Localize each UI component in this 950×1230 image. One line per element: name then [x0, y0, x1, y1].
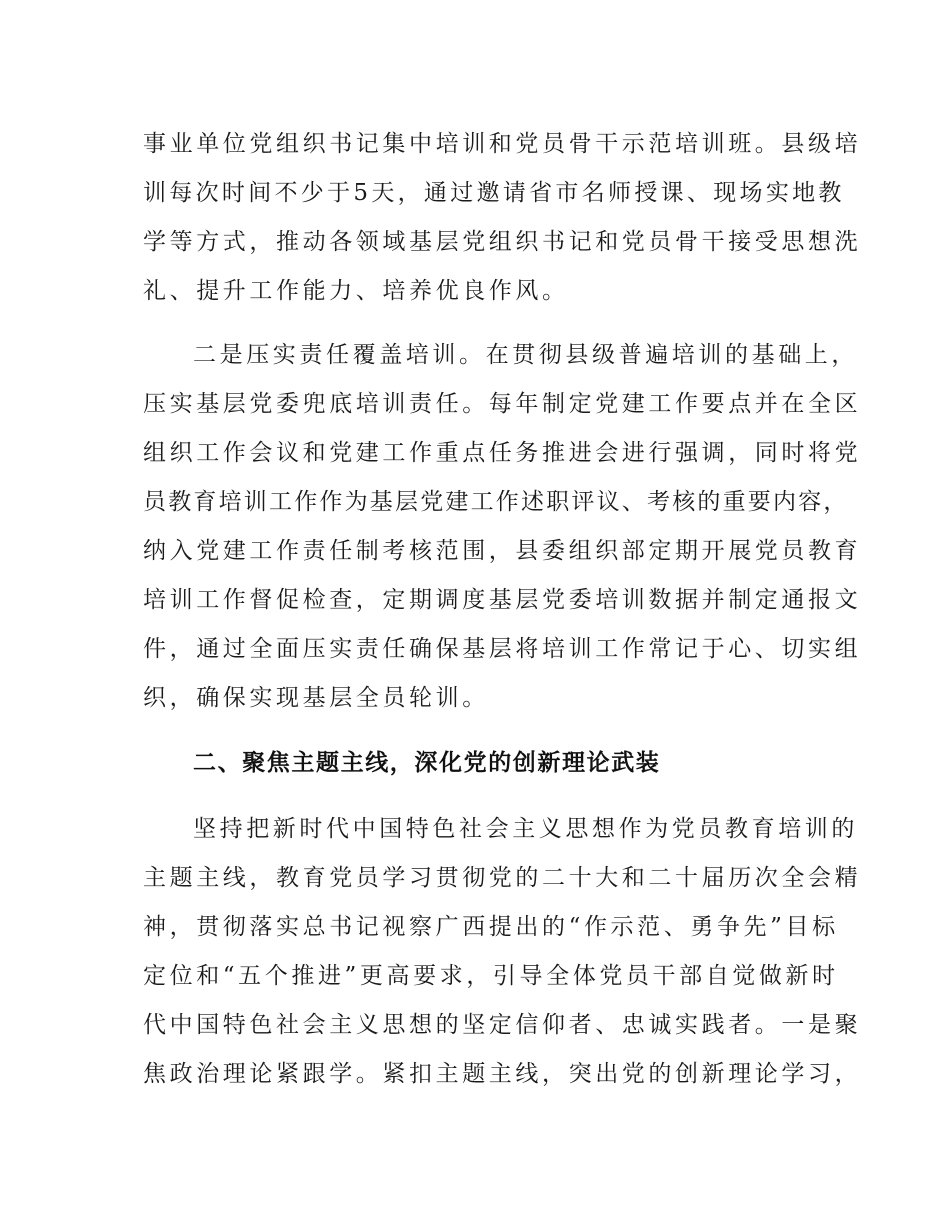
section-heading: 二、聚焦主题主线，深化党的创新理论武装 — [193, 750, 661, 776]
paragraph-line: 代中国特色社会主义思想的坚定信仰者、忠诚实践者。一是聚 — [143, 1012, 862, 1038]
paragraph-line: 学等方式，推动各领域基层党组织书记和党员骨干接受思想洗 — [143, 229, 862, 255]
paragraph-line: 纳入党建工作责任制考核范围，县委组织部定期开展党员教育 — [143, 538, 862, 564]
paragraph-first-line: 坚持把新时代中国特色社会主义思想作为党员教育培训的 — [193, 816, 858, 842]
paragraph-first-line: 二是压实责任覆盖培训。在贯彻县级普遍培训的基础上， — [193, 342, 858, 368]
paragraph-line: 织，确保实现基层全员轮训。 — [143, 685, 489, 711]
paragraph-line: 主题主线，教育党员学习贯彻党的二十大和二十届历次全会精 — [143, 865, 862, 891]
paragraph-line: 焦政治理论紧跟学。紧扣主题主线，突出党的创新理论学习， — [143, 1061, 862, 1087]
paragraph-line: 礼、提升工作能力、培养优良作风。 — [143, 278, 569, 304]
paragraph-line: 压实基层党委兜底培训责任。每年制定党建工作要点并在全区 — [143, 391, 862, 417]
paragraph-line: 件，通过全面压实责任确保基层将培训工作常记于心、切实组 — [143, 636, 862, 662]
paragraph-line: 训每次时间不少于5天，通过邀请省市名师授课、现场实地教 — [143, 180, 845, 206]
paragraph-line: 定位和“五个推进”更高要求，引导全体党员干部自觉做新时 — [143, 963, 839, 989]
paragraph-line: 培训工作督促检查，定期调度基层党委培训数据并制定通报文 — [143, 587, 862, 613]
paragraph-line: 员教育培训工作作为基层党建工作述职评议、考核的重要内容， — [143, 489, 849, 515]
paragraph-line: 组织工作会议和党建工作重点任务推进会进行强调，同时将党 — [143, 440, 862, 466]
paragraph-line: 事业单位党组织书记集中培训和党员骨干示范培训班。县级培 — [143, 131, 862, 157]
paragraph-line: 神，贯彻落实总书记视察广西提出的“作示范、勇争先”目标 — [143, 914, 839, 940]
